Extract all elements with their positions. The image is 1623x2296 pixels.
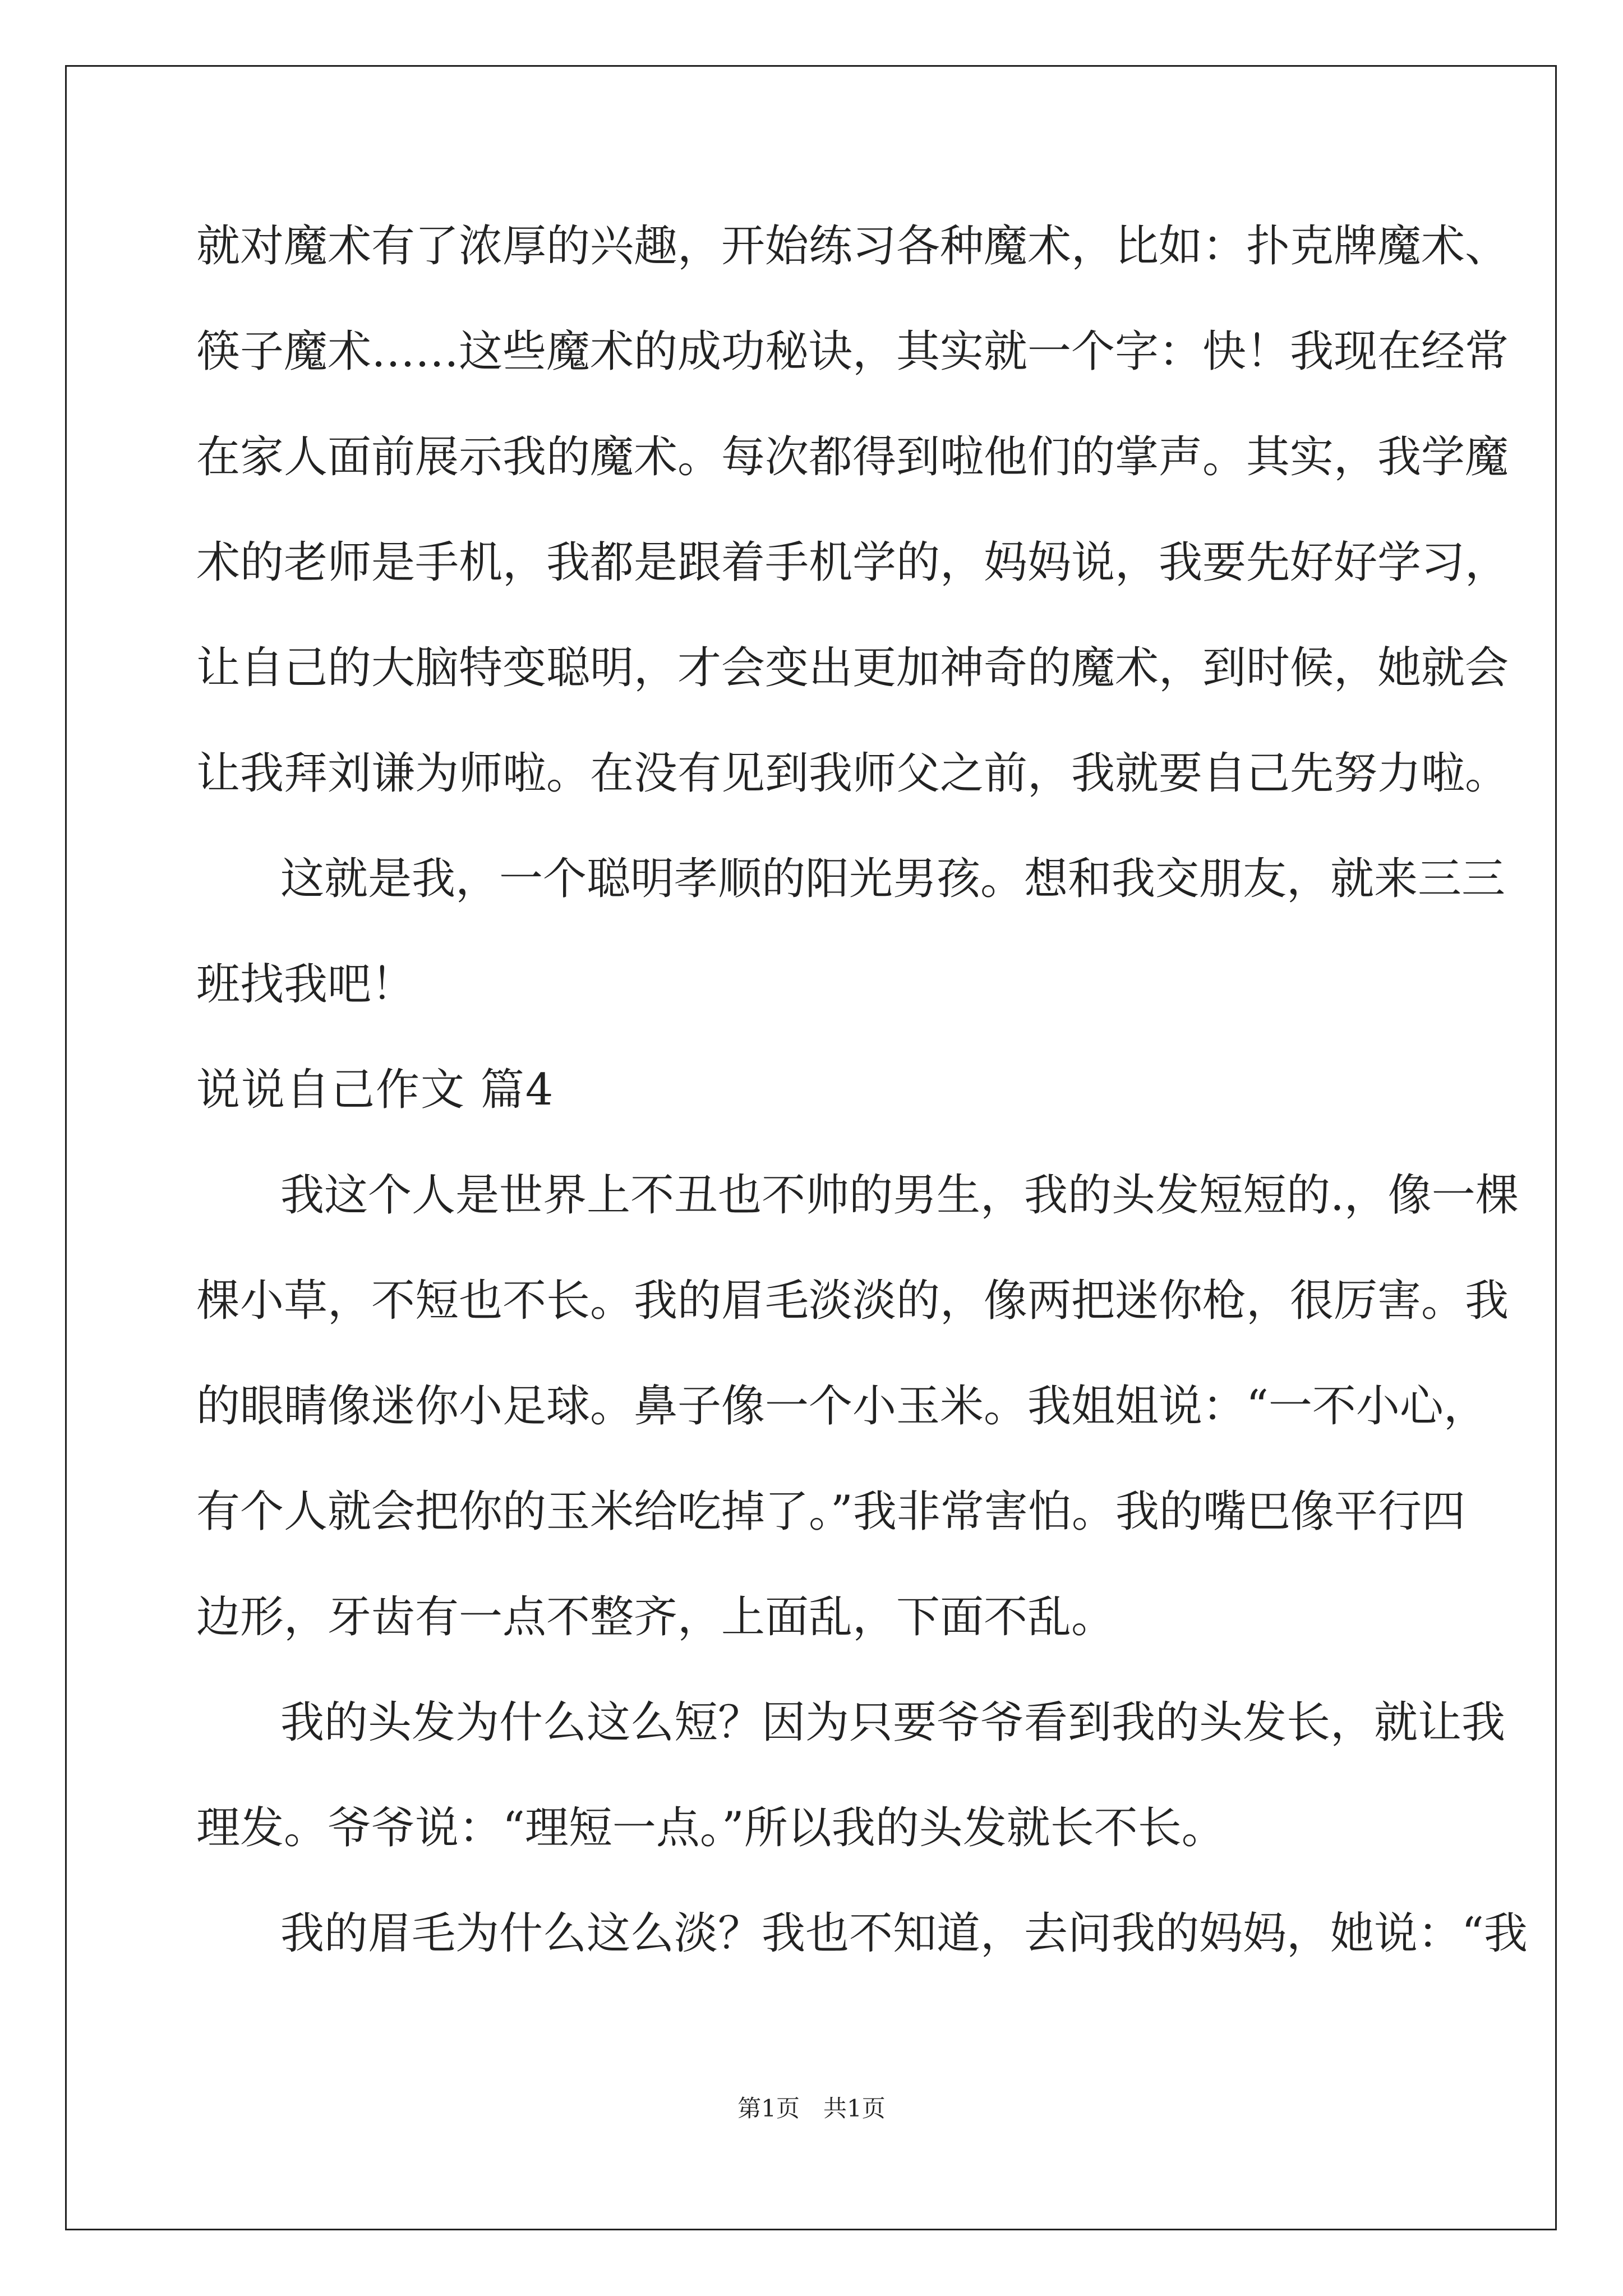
section-heading: 说说自己作文 篇4 — [196, 1065, 555, 1115]
page-footer: 第1页 共1页 — [737, 2095, 886, 2122]
text-line-17: 我的眉毛为什么这么淡？我也不知道，去问我的妈妈，她说：“我 — [280, 1908, 1528, 1959]
text-line-6: 让我拜刘谦为师啦。在没有见到我师父之前，我就要自己先努力啦。 — [196, 748, 1509, 799]
text-line-14: 边形，牙齿有一点不整齐，上面乱，下面不乱。 — [196, 1592, 1115, 1642]
text-line-11: 棵小草，不短也不长。我的眉毛淡淡的，像两把迷你枪，很厉害。我 — [196, 1276, 1509, 1326]
text-line-7: 这就是我，一个聪明孝顺的阳光男孩。想和我交朋友，就来三三 — [280, 854, 1506, 904]
text-line-5: 让自己的大脑特变聪明，才会变出更加神奇的魔术，到时候，她就会 — [196, 643, 1509, 693]
text-line-8: 班找我吧！ — [196, 959, 416, 1010]
text-line-10: 我这个人是世界上不丑也不帅的男生，我的头发短短的.，像一棵 — [280, 1170, 1519, 1221]
text-line-2: 筷子魔术……这些魔术的成功秘诀，其实就一个字：快！我现在经常 — [196, 326, 1509, 377]
text-line-4: 术的老师是手机，我都是跟着手机学的，妈妈说，我要先好好学习， — [196, 537, 1509, 588]
text-line-3: 在家人面前展示我的魔术。每次都得到啦他们的掌声。其实，我学魔 — [196, 432, 1509, 482]
text-line-15: 我的头发为什么这么短？因为只要爷爷看到我的头发长，就让我 — [280, 1697, 1506, 1748]
text-line-12: 的眼睛像迷你小足球。鼻子像一个小玉米。我姐姐说：“一不小心， — [196, 1381, 1487, 1432]
text-line-1: 就对魔术有了浓厚的兴趣，开始练习各种魔术，比如：扑克牌魔术、 — [196, 221, 1509, 272]
text-line-16: 理发。爷爷说：“理短一点。”所以我的头发就长不长。 — [196, 1803, 1225, 1853]
text-line-13: 有个人就会把你的玉米给吃掉了。”我非常害怕。我的嘴巴像平行四 — [196, 1487, 1465, 1537]
document-body — [196, 194, 1528, 1986]
